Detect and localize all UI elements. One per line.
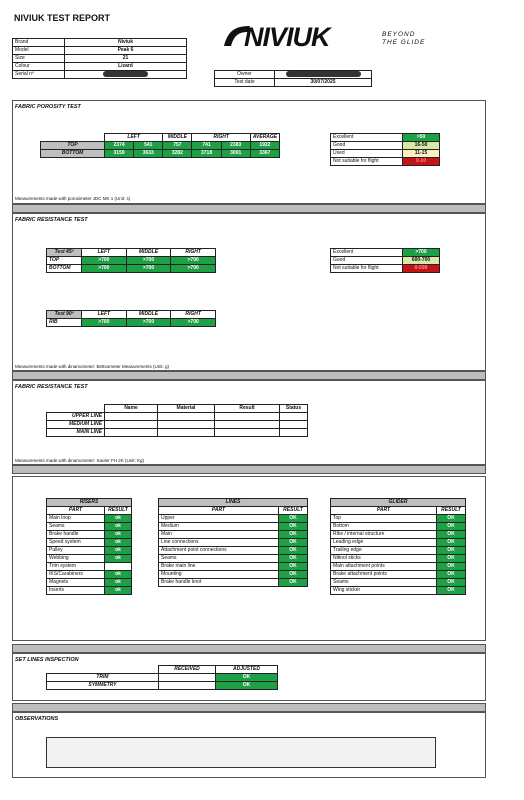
part-result: OK (437, 587, 466, 595)
risers-row (47, 587, 132, 595)
owner-table: Owner Test date 30/07/2025 (214, 70, 372, 87)
info-row: Colour Lizard (13, 63, 187, 71)
part-name: Speed system (47, 539, 105, 547)
redacted-owner (286, 71, 361, 77)
observations-box[interactable] (46, 737, 436, 768)
lines-test-note: Measurements made with dinamometer: Sauter FH 2K (Unit: Kg) (15, 458, 145, 463)
divider-bar (12, 371, 486, 380)
part-result: OK (279, 571, 308, 579)
info-row: Serial nº (13, 71, 187, 79)
part-name: Magnets (47, 579, 105, 587)
risers-row (47, 523, 132, 531)
part-result: OK (437, 571, 466, 579)
niviuk-logo (222, 24, 432, 52)
part-result: OK (437, 547, 466, 555)
part-result: OK (437, 523, 466, 531)
porosity-table: LEFT MIDDLE RIGHT AVERAGE TOP 2374 541 757 741 2383 1922 BOTTOM 3159 3633 3282 3718 3001 3367 (40, 133, 280, 158)
part-name: Mounting (159, 571, 279, 579)
glider-row (331, 531, 466, 539)
part-result: ok (105, 571, 132, 579)
logo-slogan-1: BEYOND (382, 31, 416, 38)
part-result: OK (279, 555, 308, 563)
lines-row (159, 555, 308, 563)
part-name: Main attachment points (331, 563, 437, 571)
glider-table: GLIDER PART RESULT Top OK Bottom OK Ribs / internal structure OK Leading edge OK Trailing edge OK Nitinol sticks OK Main attachment points OK Brake attachment points OK Seams OK Wing sticker OK (330, 498, 466, 595)
glider-row (331, 539, 466, 547)
part-name: Seams (47, 523, 105, 531)
part-name: Seams (331, 579, 437, 587)
part-name: Upper (159, 515, 279, 523)
lines-row (159, 547, 308, 555)
part-name: Top (331, 515, 437, 523)
part-result: ok (105, 555, 132, 563)
part-result: ok (105, 579, 132, 587)
part-name: Main (159, 531, 279, 539)
porosity-legend: Excellent >50 Good 16-50 Used 11-15 Not suitable for flight 0-10 (330, 133, 440, 166)
risers-table: RISERS PART RESULT Main loop ok Seams ok Brake handle ok Speed system ok Pulley ok Webbing ok Trim system IKS/Carabiners ok Magnets ok Inserts ok (46, 498, 132, 595)
divider-bar (12, 465, 486, 474)
redacted-serial (103, 71, 148, 77)
divider-bar (12, 703, 486, 712)
part-name: Webbing (47, 555, 105, 563)
risers-row (47, 539, 132, 547)
info-row: Brand Niviuk (13, 39, 187, 47)
glider-row (331, 571, 466, 579)
resistance-45-table: Test 45º LEFT MIDDLE RIGHT TOP >700 >700 >700 BOTTOM >700 >700 >700 (46, 248, 216, 273)
lines-row (159, 539, 308, 547)
resistance-90-table: Test 90º LEFT MIDDLE RIGHT RIB >700 >700 >700 (46, 310, 216, 327)
risers-row (47, 579, 132, 587)
part-name: Trim system (47, 563, 105, 571)
part-result: OK (437, 515, 466, 523)
setlines-table: RECEIVED ADJUSTED TRIM OK SYMMETRY OK (46, 665, 278, 690)
part-result: ok (105, 523, 132, 531)
part-result: OK (279, 523, 308, 531)
glider-row (331, 523, 466, 531)
risers-row (47, 555, 132, 563)
porosity-row-bottom: BOTTOM 3159 3633 3282 3718 3001 3367 (41, 150, 280, 158)
part-result: ok (105, 515, 132, 523)
lines-row (159, 531, 308, 539)
setlines-title: SET LINES INSPECTION (15, 657, 79, 663)
report-title: NIVIUK TEST REPORT (14, 13, 111, 23)
part-name: Attachment point connections (159, 547, 279, 555)
part-name: Main loop (47, 515, 105, 523)
part-result: OK (279, 531, 308, 539)
part-name: Brake handle (47, 531, 105, 539)
lines-test-title: FABRIC RESISTANCE TEST (15, 384, 88, 390)
lines-test-table: Name Material Result Status UPPER LINE MEDIUM LINE MAIN LINE (46, 404, 308, 437)
part-result: OK (437, 579, 466, 587)
part-name: Medium (159, 523, 279, 531)
part-name: Nitinol sticks (331, 555, 437, 563)
info-row: Size 21 (13, 55, 187, 63)
lines-row (159, 563, 308, 571)
risers-row (47, 515, 132, 523)
info-table (12, 38, 187, 79)
resistance-title: FABRIC RESISTANCE TEST (15, 217, 88, 223)
part-name: Brake main line (159, 563, 279, 571)
part-result (105, 563, 132, 571)
part-result: ok (105, 539, 132, 547)
part-name: Seams (159, 555, 279, 563)
glider-row (331, 515, 466, 523)
part-result: ok (105, 587, 132, 595)
porosity-note: Measurements made with porosimeter JDC MK 1 (Unit: s) (15, 196, 131, 201)
glider-row (331, 579, 466, 587)
logo-text: NIVIUK (244, 22, 330, 52)
part-result: ok (105, 531, 132, 539)
part-result: ok (105, 547, 132, 555)
resistance-legend: Excellent >700 Good 600-700 Not suitable for flight 0-599 (330, 248, 440, 273)
divider-bar (12, 204, 486, 213)
logo-slogan-2: THE GLIDE (382, 39, 426, 46)
part-name: Wing sticker (331, 587, 437, 595)
glider-row (331, 587, 466, 595)
part-name: Trailing edge (331, 547, 437, 555)
part-name: Brake attachment points (331, 571, 437, 579)
info-row: Model Peak 6 (13, 47, 187, 55)
part-name: IKS/Carabiners (47, 571, 105, 579)
part-result: OK (437, 531, 466, 539)
risers-row (47, 531, 132, 539)
part-result: OK (437, 563, 466, 571)
risers-row (47, 563, 132, 571)
porosity-title: FABRIC POROSITY TEST (15, 104, 81, 110)
lines-row (159, 579, 308, 587)
part-result: OK (437, 555, 466, 563)
part-result: OK (437, 539, 466, 547)
part-name: Leading edge (331, 539, 437, 547)
part-name: Bottom (331, 523, 437, 531)
part-name: Ribs / internal structure (331, 531, 437, 539)
observations-title: OBSERVATIONS (15, 716, 59, 722)
part-name: Pulley (47, 547, 105, 555)
part-result: OK (279, 515, 308, 523)
glider-row (331, 547, 466, 555)
part-name: Line connections (159, 539, 279, 547)
lines-table: LINES PART RESULT Upper OK Medium OK Main OK Line connections OK Attachment point connections OK Seams OK Brake main line OK Mounting OK Brake handle knot OK (158, 498, 308, 587)
risers-row (47, 547, 132, 555)
porosity-row-top: TOP 2374 541 757 741 2383 1922 (41, 142, 280, 150)
part-name: Inserts (47, 587, 105, 595)
risers-row (47, 571, 132, 579)
lines-row (159, 571, 308, 579)
resistance-note: Measurements made with dinamometer: Bettsometer Measurements (Unit: g) (15, 364, 170, 369)
lines-row (159, 523, 308, 531)
part-name: Brake handle knot (159, 579, 279, 587)
glider-row (331, 563, 466, 571)
part-result: OK (279, 579, 308, 587)
glider-row (331, 555, 466, 563)
part-result: OK (279, 563, 308, 571)
lines-row (159, 515, 308, 523)
part-result: OK (279, 539, 308, 547)
divider-bar (12, 644, 486, 653)
resistance-panel (12, 213, 486, 371)
part-result: OK (279, 547, 308, 555)
